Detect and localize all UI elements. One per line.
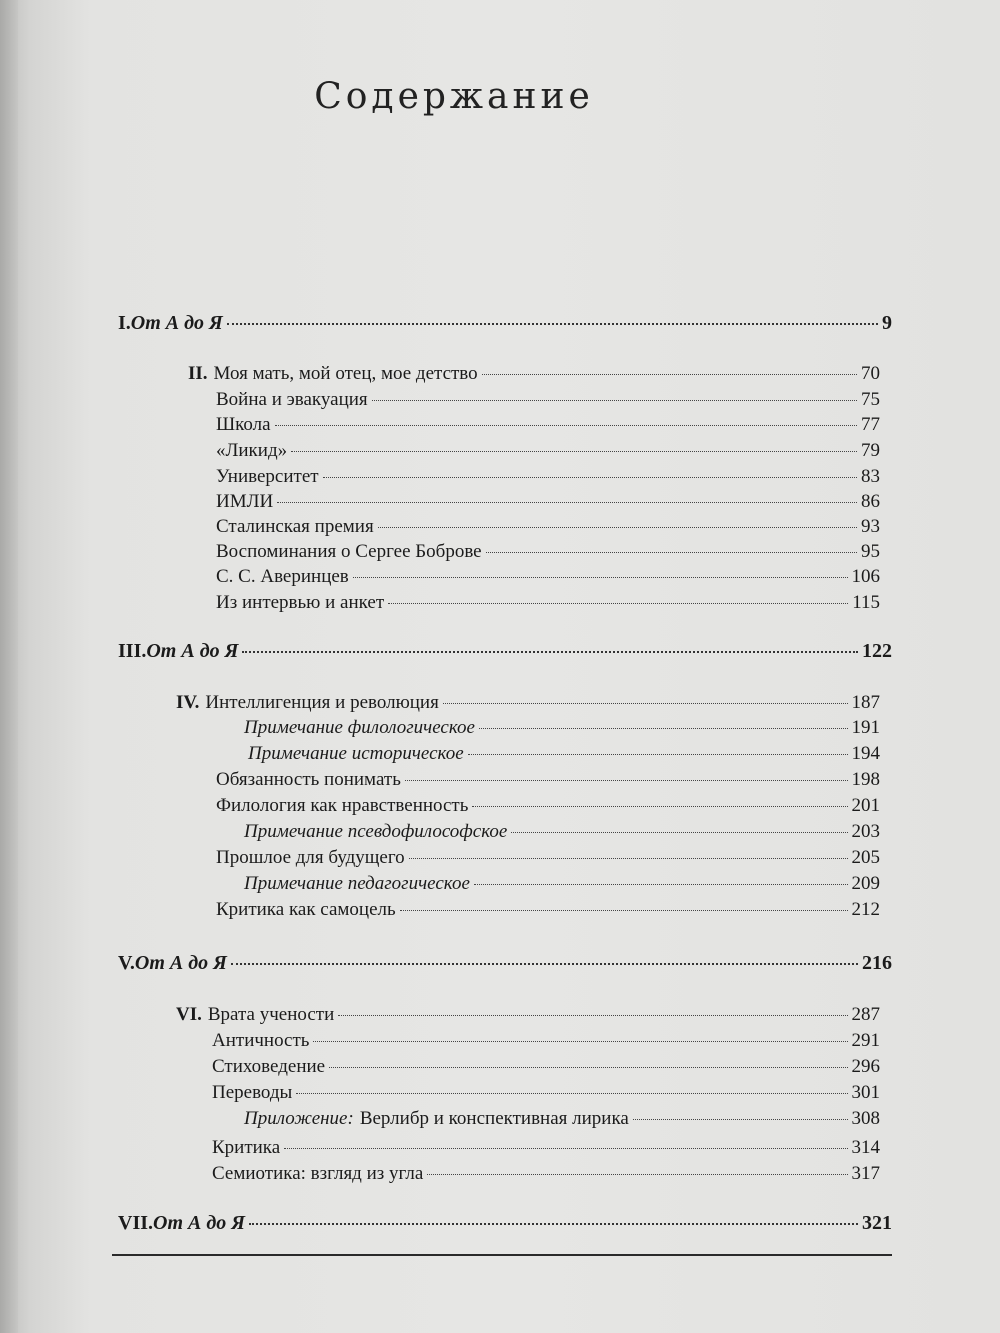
dot-leader bbox=[486, 552, 857, 553]
page-number: 9 bbox=[882, 312, 892, 334]
toc-entry bbox=[244, 873, 880, 895]
dot-leader bbox=[468, 754, 848, 755]
page-number: 191 bbox=[851, 717, 880, 738]
toc-entry bbox=[212, 1137, 880, 1159]
toc-entry bbox=[216, 491, 880, 513]
page-number: 203 bbox=[851, 821, 880, 842]
page-number: 86 bbox=[861, 491, 880, 512]
page-number: 79 bbox=[861, 440, 880, 461]
entry-title: Школа bbox=[216, 414, 271, 435]
page-number: 93 bbox=[861, 516, 880, 537]
dot-leader bbox=[405, 780, 848, 781]
entry-title: Примечание филологическое bbox=[244, 717, 475, 738]
toc-entry bbox=[188, 363, 880, 385]
dot-leader bbox=[329, 1067, 847, 1068]
page-number: 216 bbox=[862, 952, 892, 974]
toc-part-1 bbox=[118, 312, 892, 335]
dot-leader bbox=[227, 323, 878, 325]
dot-leader bbox=[275, 425, 857, 426]
dot-leader bbox=[511, 832, 847, 833]
page-number: 212 bbox=[851, 899, 880, 920]
toc-entry bbox=[176, 1004, 880, 1026]
page-number: 75 bbox=[861, 389, 880, 410]
toc-entry bbox=[216, 414, 880, 436]
entry-title: Семиотика: взгляд из угла bbox=[212, 1163, 424, 1184]
toc-part-7 bbox=[118, 1212, 892, 1235]
part-title: От А до Я bbox=[146, 640, 239, 662]
page-number: 115 bbox=[852, 592, 880, 613]
entry-title: Филология как нравственность bbox=[216, 795, 469, 816]
toc-entry bbox=[216, 440, 880, 462]
toc-entry bbox=[216, 795, 880, 817]
page-number: 317 bbox=[851, 1163, 880, 1184]
entry-title: «Ликид» bbox=[216, 440, 288, 461]
part-title: От А до Я bbox=[130, 312, 223, 334]
toc-entry bbox=[216, 566, 880, 588]
dot-leader bbox=[372, 400, 857, 401]
part-title: От А до Я bbox=[153, 1212, 246, 1234]
entry-title: Моя мать, мой отец, мое детство bbox=[213, 363, 478, 384]
entry-title: Интеллигенция и революция bbox=[205, 692, 439, 713]
dot-leader bbox=[291, 451, 857, 452]
part-number: I. bbox=[118, 312, 131, 334]
dot-leader bbox=[388, 603, 848, 604]
dot-leader bbox=[338, 1015, 847, 1016]
chapter-number: II. bbox=[188, 363, 208, 384]
book-spine-edge bbox=[0, 0, 18, 1333]
toc-entry bbox=[216, 769, 880, 791]
dot-leader bbox=[400, 910, 848, 911]
dot-leader bbox=[472, 806, 847, 807]
page-number: 314 bbox=[851, 1137, 880, 1158]
dot-leader bbox=[443, 703, 848, 704]
toc-entry bbox=[212, 1030, 880, 1052]
dot-leader bbox=[242, 651, 858, 653]
toc-entry bbox=[212, 1163, 880, 1185]
toc-part-5 bbox=[118, 952, 892, 975]
entry-title: Воспоминания о Сергее Боброве bbox=[216, 541, 482, 562]
bottom-rule bbox=[112, 1254, 892, 1256]
entry-title: Критика как самоцель bbox=[216, 899, 396, 920]
page-number: 308 bbox=[851, 1108, 880, 1129]
page-number: 77 bbox=[861, 414, 880, 435]
toc-entry bbox=[216, 847, 880, 869]
entry-title: Университет bbox=[216, 466, 319, 487]
entry-title: Врата учености bbox=[207, 1004, 335, 1025]
part-number: III. bbox=[118, 640, 147, 662]
page-number: 70 bbox=[861, 363, 880, 384]
dot-leader bbox=[249, 1223, 858, 1225]
toc-entry bbox=[216, 389, 880, 411]
entry-title: С. С. Аверинцев bbox=[216, 566, 349, 587]
page-title: Содержание bbox=[314, 76, 594, 117]
entry-title: Верлибр и конспективная лирика bbox=[359, 1108, 629, 1129]
dot-leader bbox=[474, 884, 848, 885]
toc-entry bbox=[216, 516, 880, 538]
part-title: От А до Я bbox=[134, 952, 227, 974]
chapter-number: IV. bbox=[176, 692, 200, 713]
entry-title: ИМЛИ bbox=[216, 491, 274, 512]
entry-title: Война и эвакуация bbox=[216, 389, 368, 410]
dot-leader bbox=[633, 1119, 848, 1120]
page-number: 291 bbox=[851, 1030, 880, 1051]
page-number: 209 bbox=[851, 873, 880, 894]
dot-leader bbox=[378, 527, 857, 528]
entry-title: Античность bbox=[212, 1030, 310, 1051]
page-number: 301 bbox=[851, 1082, 880, 1103]
toc-entry bbox=[244, 821, 880, 843]
entry-prefix: Приложение: bbox=[244, 1108, 354, 1129]
dot-leader bbox=[277, 502, 857, 503]
chapter-number: VI. bbox=[176, 1004, 202, 1025]
toc-entry bbox=[212, 1082, 880, 1104]
toc-entry bbox=[216, 592, 880, 614]
page-number: 201 bbox=[851, 795, 880, 816]
page-number: 287 bbox=[851, 1004, 880, 1025]
toc-entry bbox=[216, 899, 880, 921]
page-number: 205 bbox=[851, 847, 880, 868]
dot-leader bbox=[296, 1093, 847, 1094]
entry-title: Стиховедение bbox=[212, 1056, 326, 1077]
dot-leader bbox=[482, 374, 857, 375]
page-number: 321 bbox=[862, 1212, 892, 1234]
toc-entry bbox=[212, 1056, 880, 1078]
page-number: 122 bbox=[862, 640, 892, 662]
toc-entry bbox=[216, 466, 880, 488]
page-number: 296 bbox=[851, 1056, 880, 1077]
page-number: 198 bbox=[851, 769, 880, 790]
entry-title: Примечание педагогическое bbox=[244, 873, 470, 894]
toc-entry bbox=[244, 717, 880, 739]
toc-entry bbox=[216, 541, 880, 563]
part-number: V. bbox=[118, 952, 135, 974]
page-number: 194 bbox=[851, 743, 880, 764]
toc-entry bbox=[244, 1108, 880, 1130]
dot-leader bbox=[427, 1174, 847, 1175]
toc-part-3 bbox=[118, 640, 892, 663]
toc-entry bbox=[176, 692, 880, 714]
dot-leader bbox=[231, 963, 858, 965]
dot-leader bbox=[409, 858, 848, 859]
dot-leader bbox=[479, 728, 848, 729]
page-number: 95 bbox=[861, 541, 880, 562]
entry-title: Примечание историческое bbox=[248, 743, 464, 764]
entry-title: Критика bbox=[212, 1137, 281, 1158]
entry-title: Переводы bbox=[212, 1082, 293, 1103]
toc-entry bbox=[248, 743, 880, 765]
page-number: 83 bbox=[861, 466, 880, 487]
entry-title: Обязанность понимать bbox=[216, 769, 401, 790]
dot-leader bbox=[284, 1148, 847, 1149]
page-number: 187 bbox=[851, 692, 880, 713]
part-number: VII. bbox=[118, 1212, 154, 1234]
entry-title: Прошлое для будущего bbox=[216, 847, 405, 868]
entry-title: Из интервью и анкет bbox=[216, 592, 385, 613]
entry-title: Примечание псевдофилософское bbox=[244, 821, 508, 842]
dot-leader bbox=[353, 577, 848, 578]
page-number: 106 bbox=[851, 566, 880, 587]
entry-title: Сталинская премия bbox=[216, 516, 374, 537]
dot-leader bbox=[313, 1041, 847, 1042]
dot-leader bbox=[323, 477, 857, 478]
